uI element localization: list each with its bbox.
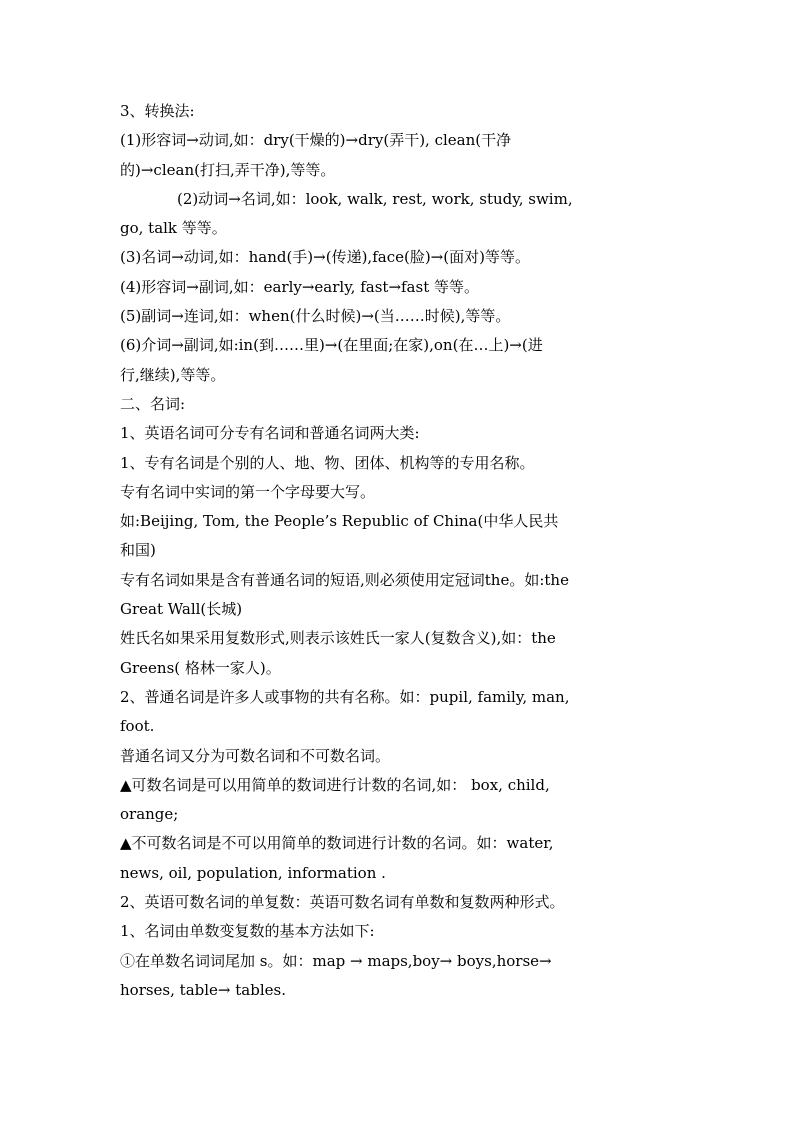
text-line: Great Wall(长城) [120, 600, 243, 619]
text-line: 行,继续),等等。 [120, 365, 226, 384]
text-line: orange; [120, 805, 179, 824]
text-line: 1、英语名词可分专有名词和普通名词两大类: [120, 424, 420, 443]
text-line: 2、英语可数名词的单复数：英语可数名词有单数和复数两种形式。 [120, 893, 565, 912]
text-line: 专有名词如果是含有普通名词的短语,则必须使用定冠词the。如:the [120, 570, 569, 589]
text-line: 普通名词又分为可数名词和不可数名词。 [120, 746, 391, 765]
text-line: go, talk 等等。 [120, 219, 227, 238]
text-line: ▲不可数名词是不可以用简单的数词进行计数的名词。如：water, [120, 834, 554, 853]
text-line: 专有名词中实词的第一个字母要大写。 [120, 482, 376, 501]
text-line: (3)名词→动词,如：hand(手)→(传递),face(脸)→(面对)等等。 [120, 248, 530, 267]
text-line: (1)形容词→动词,如：dry(干燥的)→dry(弄干), clean(干净 [120, 131, 512, 150]
text-line: (6)介词→副词,如:in(到……里)→(在里面;在家),on(在…上)→(进 [120, 336, 543, 355]
text-line: 2、普通名词是许多人或事物的共有名称。如：pupil, family, man, [120, 687, 570, 706]
text-line: 和国) [120, 541, 156, 560]
document-page [120, 97, 680, 1005]
text-line: 如:Beijing, Tom, the People’s Republic of China(中华人民共 [120, 512, 559, 531]
text-line: (2)动词→名词,如：look, walk, rest, work, study, swim, [177, 189, 573, 208]
text-line: ▲可数名词是可以用简单的数词进行计数的名词,如： box, child, [120, 775, 550, 794]
text-line: 1、名词由单数变复数的基本方法如下: [120, 922, 375, 941]
text-line: 姓氏名如果采用复数形式,则表示该姓氏一家人(复数含义),如：the [120, 629, 556, 648]
text-line: 的)→clean(打扫,弄干净),等等。 [120, 160, 336, 179]
text-line: foot. [120, 717, 155, 736]
text-line: (5)副词→连词,如：when(什么时候)→(当……时候),等等。 [120, 307, 511, 326]
text-line: 1、专有名词是个别的人、地、物、团体、机构等的专用名称。 [120, 453, 535, 472]
text-line: ①在单数名词词尾加 s。如：map → maps,boy→ boys,horse→ [120, 951, 552, 970]
heading-nouns: 二、名词: [120, 394, 186, 413]
text-line: (4)形容词→副词,如：early→early, fast→fast 等等。 [120, 277, 479, 296]
text-line: news, oil, population, information . [120, 863, 386, 882]
text-line: Greens( 格林一家人)。 [120, 658, 281, 677]
heading-conversion: 3、转换法: [120, 102, 195, 120]
text-line: horses, table→ tables. [120, 980, 286, 999]
